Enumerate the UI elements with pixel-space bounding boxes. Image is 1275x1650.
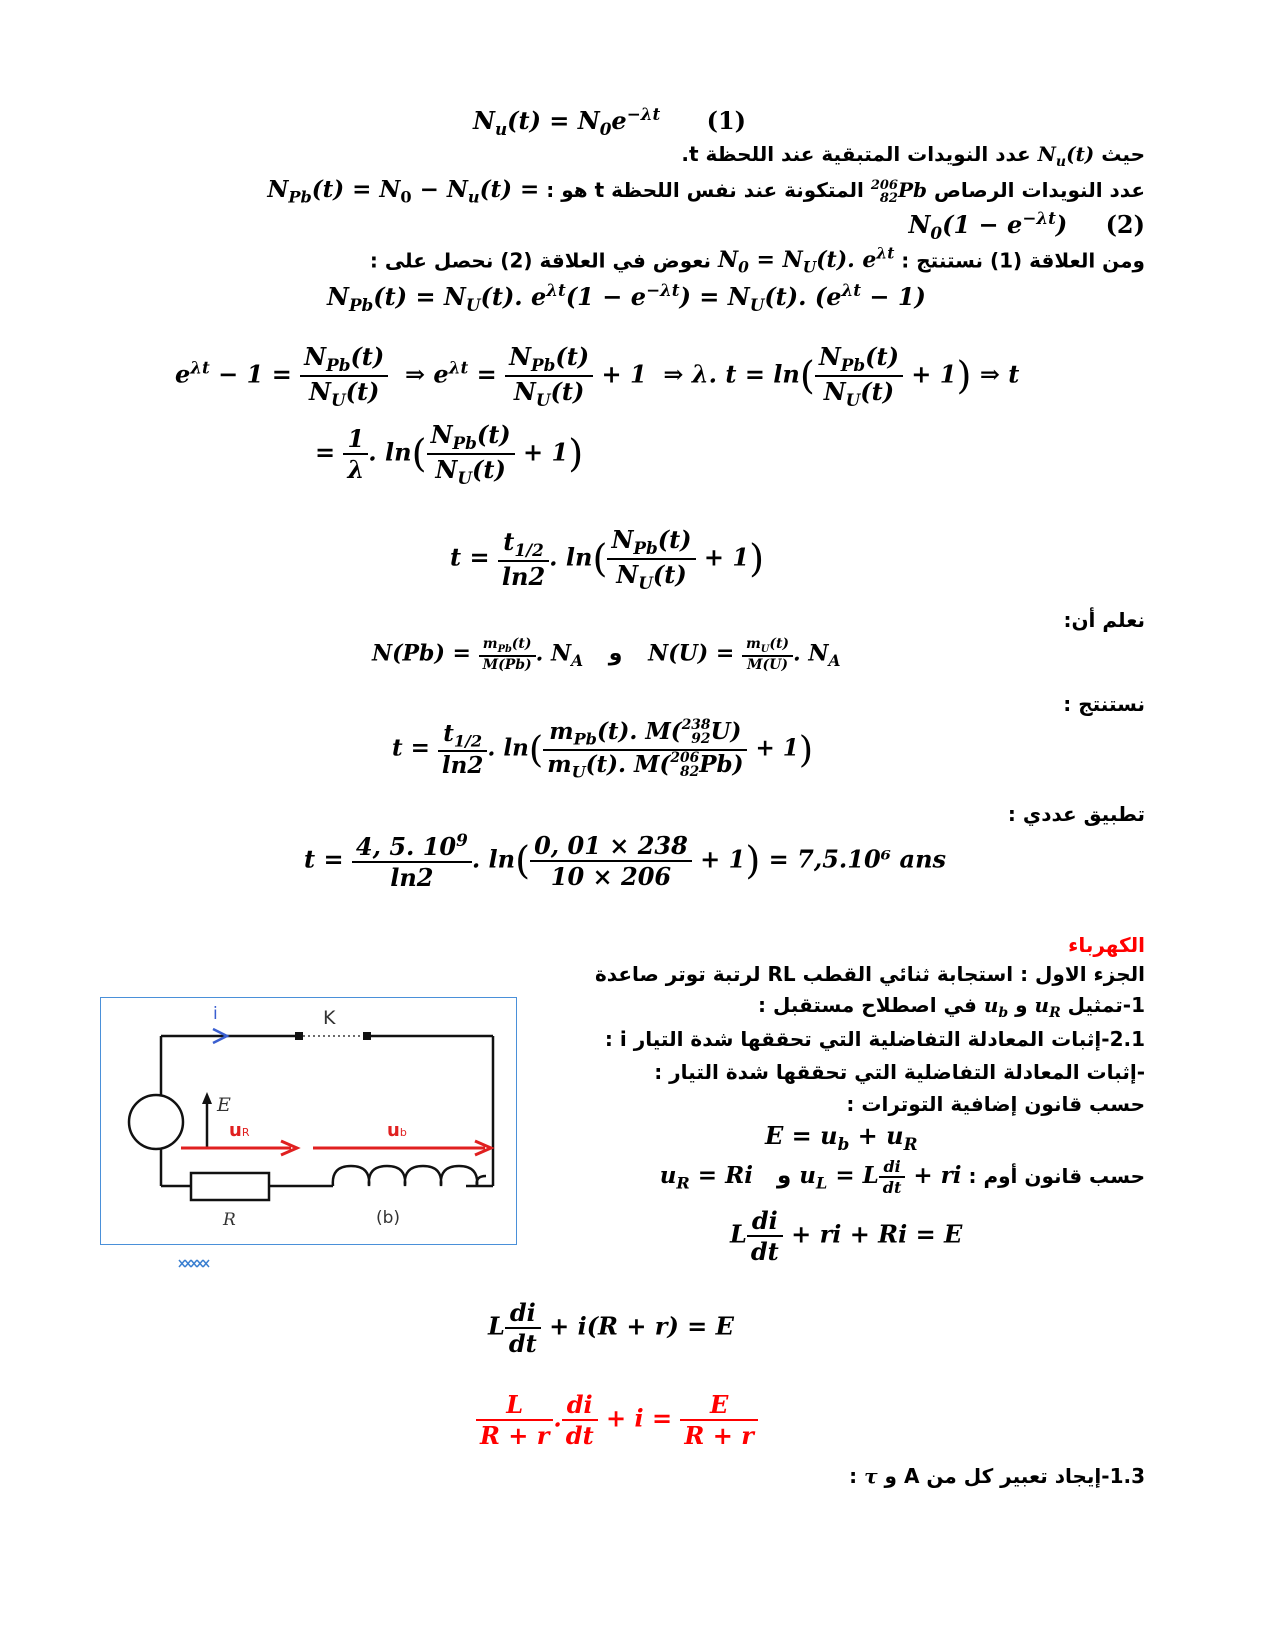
- ur-label: uR: [229, 1120, 250, 1141]
- question-2-1b: -إثبات المعادلة التفاضلية التي تحققها شدة التيار :: [654, 1060, 1145, 1084]
- numeric-app-label: تطبيق عددي :: [1007, 802, 1145, 826]
- resistor: [191, 1173, 269, 1200]
- ub-label: ub: [387, 1120, 407, 1141]
- moles-formula: N(Pb) = $\frac{m_{Pb}(t)}{M(Pb)}$ . $N_A$ و N(U) = $\frac{m_U(t)}{M(U)}$ . $N_A$: [372, 636, 841, 673]
- numeric-result: 7,5.10⁶ ans: [797, 844, 947, 874]
- source-label: E: [217, 1094, 231, 1116]
- pb-count-line: عدد النويدات الرصاص 206 82Pb المتكونة عند نفس اللحظة t هو : $N_{Pb}(t) = N_0 - N_u(t)$ =: [267, 176, 1145, 207]
- section-title: الكهرباء: [1068, 933, 1145, 957]
- eq2: $N_0(1 - e^{-\lambda t})$ (2): [908, 208, 1145, 243]
- resistor-label: R: [223, 1210, 236, 1230]
- where-line: حيث $N_u(t)$ عدد النويدات المتبقية عند اللحظة t.: [681, 142, 1145, 170]
- derivation-line-2: = $\frac{1}{\lambda}$ . ln( $\frac{N_{Pb}(t)}{N_U(t)}$ + 1): [315, 420, 584, 488]
- voltage-source: [129, 1092, 212, 1149]
- we-know-label: نعلم أن:: [1063, 608, 1145, 632]
- part-title: الجزء الاول : استجابة ثنائي القطب RL لرتبة توتر صاعدة: [594, 962, 1145, 986]
- rl-eq-2: L $\frac{di}{dt}$ + i(R + r) = E: [488, 1298, 734, 1358]
- switch-label: K: [323, 1007, 336, 1029]
- circuit-diagram: [101, 998, 515, 1243]
- mass-formula: t = $\frac{t_{1/2}}{\ln 2}$ . ln( $m_{Pb}(t)$. M(238 92U) $m_U(t)$. M(206 82Pb) + 1): [392, 717, 814, 782]
- rl-eq-normalized: $\frac{L}{R + r}$ . $\frac{di}{dt}$ + i = $\frac{E}{R + r}$: [476, 1390, 758, 1450]
- from-line: ومن العلاقة (1) نستنتج : $N_0 = N_U(t)$. $e^{\lambda t}$ نعوض في العلاقة (2) نحصل على :: [369, 245, 1145, 277]
- current-label: i: [213, 1004, 218, 1024]
- eq3: $N_{Pb}(t) = N_U(t)$. $e^{\lambda t}(1 - e^{-\lambda t}) = N_U(t)$. $(e^{\lambda t} - 1)$: [327, 280, 926, 315]
- eq1: $N_u(t) = N_0e^{-\lambda t}$ (1): [473, 104, 747, 139]
- we-deduce-label: نستنتج :: [1063, 692, 1145, 716]
- circuit-figure: [100, 997, 517, 1245]
- ohm-line: حسب قانون أوم : $u_R = Ri$ و $u_L = L$ $\frac{di}{dt}$ + ri: [659, 1157, 1145, 1197]
- ur-arrow: [181, 1141, 297, 1155]
- question-2-1: 2.1-إثبات المعادلة التفاضلية التي تحققها شدة التيار i :: [604, 1027, 1145, 1051]
- derivation-line: $e^{\lambda t} - 1$ = $\frac{N_{Pb}(t)}{N_U(t)}$ ⇒ $e^{\lambda t}$ = $\frac{N_{Pb}(t)}{N_U(t)}$ + 1 ⇒ λ. t = ln( $\frac{N_{Pb}(t)}{N_U(t)}$ + 1) ⇒ t: [175, 342, 1020, 410]
- kirchhoff-label: حسب قانون إضافية التوترات :: [846, 1092, 1145, 1116]
- question-1: 1-تمثيل $u_R$ و $u_b$ في اصطلاح مستقبل :: [758, 993, 1145, 1021]
- figure-hatch-mark: [177, 1258, 213, 1270]
- inductor-coil: [333, 1166, 486, 1186]
- voltage-law-eq: $E = u_b + u_R$: [765, 1121, 918, 1154]
- t-half-formula: t = $\frac{t_{1/2}}{\ln 2}$ . ln( $\frac{N_{Pb}(t)}{N_U(t)}$ + 1): [450, 525, 765, 593]
- figure-caption: (b): [376, 1208, 401, 1228]
- rl-eq-1: L $\frac{di}{dt}$ + ri + Ri = E: [730, 1206, 963, 1266]
- ub-arrow: [313, 1141, 491, 1155]
- question-1-3: 1.3-إيجاد تعبير كل من A و τ :: [849, 1464, 1145, 1488]
- numeric-formula: t = $\frac{4, 5. 10^9}{\ln 2}$ . ln( $\frac{0, 01 \times 238}{10 \times 206}$ + 1) = 7,5.10⁶ ans: [304, 830, 947, 892]
- switch-k: [295, 1032, 371, 1040]
